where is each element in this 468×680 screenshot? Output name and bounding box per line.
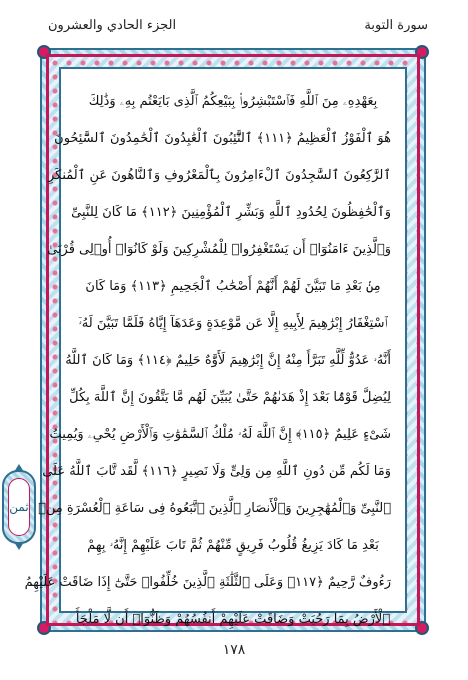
verse-text-area [24,83,391,627]
verse-line: لِيُضِلَّ قَوْمًۢا بَعْدَ إِذْ هَدَىٰهُمْ حَتَّىٰ يُبَيِّنَ لَهُم مَّا يَتَّقُونَ إِنَّ ٱللَّهَ بِكُلِّ [69,390,391,405]
verse-line: ٱلرَّٰكِعُونَ ٱلسَّٰجِدُونَ ٱلْءَامِرُونَ بِٱلْمَعْرُوفِ وَٱلنَّاهُونَ عَنِ ٱلْمُنكَرِ [47,168,391,183]
verse-line: وَٱلْحَٰفِظُونَ لِحُدُودِ ٱللَّهِ وَبَشِّرِ ٱلْمُؤْمِنِينَ ﴿١١٢﴾ مَا كَانَ لِلنَّبِىِّ [71,205,391,220]
verse-line: هُوَ ٱلْفَوْزُ ٱلْعَظِيمُ ﴿١١١﴾ ٱلتَّٰٓئِبُونَ ٱلْعَٰبِدُونَ ٱلْحَٰمِدُونَ ٱلسَّٰٓئِحُونَ [54,131,391,146]
verse-line: ٱلْأَرْضُ بِمَا رَحُبَتْ وَضَاقَتْ عَلَيْهِمْ أَنفُسُهُمْ وَظَنُّوٓا۟ أَن لَّا مَلْجَأَ [75,612,391,627]
surah-header: سورة التوبة [364,18,428,33]
verse-line: وَمَا لَكُم مِّن دُونِ ٱللَّهِ مِن وَلِىٍّ وَلَا نَصِيرٍ ﴿١١٦﴾ لَّقَد تَّابَ ٱللَّهُ عَلَى [42,464,391,479]
page-number: ١٧٨ [222,642,246,658]
verse-line: مِنۢ بَعْدِ مَا تَبَيَّنَ لَهُمْ أَنَّهُمْ أَصْحَٰبُ ٱلْجَحِيمِ ﴿١١٣﴾ وَمَا كَانَ [85,279,381,294]
verse-line: بِعَهْدِهِۦ مِنَ ٱللَّهِ فَٱسْتَبْشِرُوا۟ بِبَيْعِكُمُ ٱلَّذِى بَايَعْتُم بِهِۦ وَذَٰلِكَ [88,94,378,109]
verse-line: ٱسْتِغْفَارُ إِبْرَٰهِيمَ لِأَبِيهِ إِلَّا عَن مَّوْعِدَةٍ وَعَدَهَآ إِيَّاهُ فَلَمَّا تَبَيَّنَ لَهُۥٓ [78,316,388,331]
verse-line: شَىْءٍ عَلِيمٌ ﴿١١٥﴾ إِنَّ ٱللَّهَ لَهُۥ مُلْكُ ٱلسَّمَٰوَٰتِ وَٱلْأَرْضِ يُحْىِۦ وَيُمِيتُ [49,427,391,442]
juz-header: الجزء الحادي والعشرون [48,18,177,33]
verse-line: رَءُوفٌ رَّحِيمٌ ﴿١١٧﴾ وَعَلَى ٱلثَّلَٰثَةِ ٱلَّذِينَ خُلِّفُوا۟ حَتَّىٰٓ إِذَا ضَاقَتْ عَلَيْهِمُ [24,575,391,590]
verse-line: ٱلنَّبِىِّ وَٱلْمُهَٰجِرِينَ وَٱلْأَنصَارِ ٱلَّذِينَ ٱتَّبَعُوهُ فِى سَاعَةِ ٱلْعُسْرَةِ مِنۢ [38,501,391,516]
text-panel [24,67,407,627]
hizb-marker-label: ثمن [8,478,30,536]
verse-line: بَعْدِ مَا كَادَ يَزِيغُ قُلُوبُ فَرِيقٍ مِّنْهُمْ ثُمَّ تَابَ عَلَيْهِمْ إِنَّهُۥ بِهِمْ [87,538,379,553]
floral-border [24,54,420,627]
hizb-marker-badge [2,470,36,544]
verse-line: وَٱلَّذِينَ ءَامَنُوٓا۟ أَن يَسْتَغْفِرُوا۟ لِلْمُشْرِكِينَ وَلَوْ كَانُوٓا۟ أُو۟لِى قُرْبَىٰ [47,242,391,257]
verse-line: أَنَّهُۥ عَدُوٌّ لِّلَّهِ تَبَرَّأَ مِنْهُ إِنَّ إِبْرَٰهِيمَ لَأَوَّٰهٌ حَلِيمٌ ﴿١١٤﴾ وَمَا كَانَ ٱللَّهُ [65,353,391,368]
page-frame [24,48,426,632]
